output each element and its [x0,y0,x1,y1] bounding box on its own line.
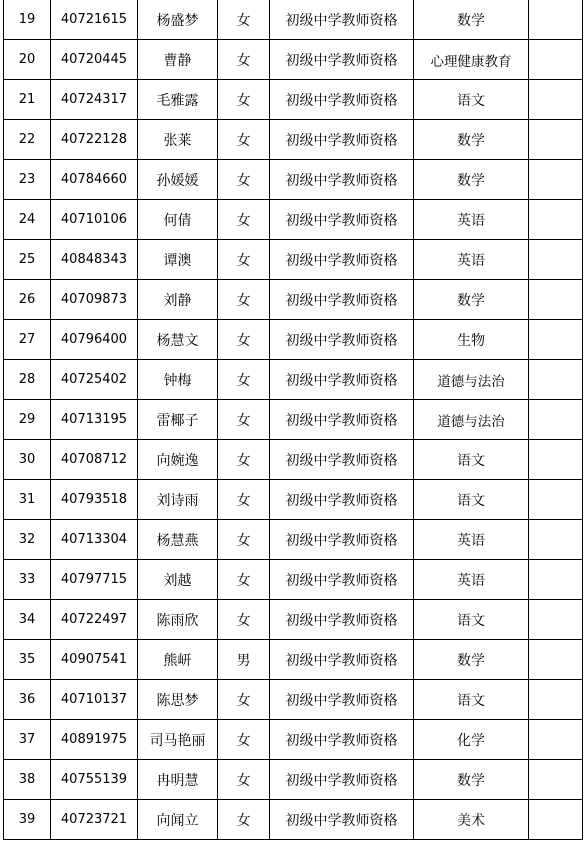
candidate-id: 40907541 [51,640,138,680]
subject: 语文 [414,600,529,640]
qualification-type: 初级中学教师资格 [270,480,414,520]
candidate-id: 40724317 [51,80,138,120]
qualification-type: 初级中学教师资格 [270,120,414,160]
table-row [4,200,583,240]
candidate-gender: 女 [218,680,270,720]
subject: 美术 [414,800,529,840]
table-row [4,800,583,840]
table-row [4,280,583,320]
table-row [4,120,583,160]
candidate-gender: 女 [218,800,270,840]
subject: 数学 [414,760,529,800]
remarks [529,280,583,320]
candidate-name: 杨慧燕 [138,520,218,560]
candidate-name: 司马艳丽 [138,720,218,760]
candidate-id: 40793518 [51,480,138,520]
subject: 英语 [414,200,529,240]
candidate-gender: 女 [218,280,270,320]
qualification-type: 初级中学教师资格 [270,360,414,400]
candidate-gender: 女 [218,120,270,160]
candidate-gender: 女 [218,440,270,480]
remarks [529,120,583,160]
candidate-name: 冉明慧 [138,760,218,800]
qualification-type: 初级中学教师资格 [270,280,414,320]
qualification-type: 初级中学教师资格 [270,560,414,600]
subject: 数学 [414,160,529,200]
remarks [529,560,583,600]
row-number: 23 [4,160,51,200]
candidate-gender: 女 [218,240,270,280]
table-row [4,160,583,200]
subject: 道德与法治 [414,360,529,400]
subject: 数学 [414,0,529,40]
qualification-type: 初级中学教师资格 [270,600,414,640]
candidate-id: 40797715 [51,560,138,600]
row-number: 32 [4,520,51,560]
candidate-id: 40708712 [51,440,138,480]
qualification-type: 初级中学教师资格 [270,40,414,80]
subject: 数学 [414,640,529,680]
qualification-type: 初级中学教师资格 [270,680,414,720]
candidate-name: 曹静 [138,40,218,80]
remarks [529,640,583,680]
candidate-id: 40891975 [51,720,138,760]
remarks [529,80,583,120]
remarks [529,680,583,720]
roster-table [3,0,583,840]
subject: 化学 [414,720,529,760]
roster-table-body [4,0,583,840]
candidate-id: 40721615 [51,0,138,40]
candidate-id: 40725402 [51,360,138,400]
remarks [529,360,583,400]
candidate-name: 陈思梦 [138,680,218,720]
subject: 英语 [414,560,529,600]
table-row [4,760,583,800]
candidate-name: 刘诗雨 [138,480,218,520]
candidate-gender: 女 [218,480,270,520]
qualification-type: 初级中学教师资格 [270,760,414,800]
row-number: 24 [4,200,51,240]
candidate-gender: 女 [218,200,270,240]
qualification-type: 初级中学教师资格 [270,520,414,560]
row-number: 21 [4,80,51,120]
candidate-gender: 男 [218,640,270,680]
subject: 数学 [414,280,529,320]
table-row [4,480,583,520]
row-number: 28 [4,360,51,400]
subject: 数学 [414,120,529,160]
candidate-name: 杨慧文 [138,320,218,360]
qualification-type: 初级中学教师资格 [270,720,414,760]
row-number: 29 [4,400,51,440]
row-number: 30 [4,440,51,480]
qualification-type: 初级中学教师资格 [270,160,414,200]
candidate-name: 向闻立 [138,800,218,840]
remarks [529,600,583,640]
subject: 语文 [414,80,529,120]
remarks [529,440,583,480]
row-number: 35 [4,640,51,680]
candidate-name: 刘越 [138,560,218,600]
candidate-gender: 女 [218,40,270,80]
qualification-type: 初级中学教师资格 [270,240,414,280]
subject: 英语 [414,240,529,280]
candidate-name: 毛雅露 [138,80,218,120]
candidate-id: 40722497 [51,600,138,640]
remarks [529,40,583,80]
candidate-name: 孙媛媛 [138,160,218,200]
qualification-type: 初级中学教师资格 [270,320,414,360]
subject: 道德与法治 [414,400,529,440]
candidate-name: 陈雨欣 [138,600,218,640]
qualification-type: 初级中学教师资格 [270,400,414,440]
candidate-gender: 女 [218,600,270,640]
table-row [4,720,583,760]
qualification-type: 初级中学教师资格 [270,0,414,40]
remarks [529,160,583,200]
candidate-id: 40755139 [51,760,138,800]
candidate-name: 刘静 [138,280,218,320]
row-number: 33 [4,560,51,600]
candidate-name: 熊岍 [138,640,218,680]
subject: 语文 [414,480,529,520]
table-row [4,80,583,120]
qualification-type: 初级中学教师资格 [270,200,414,240]
candidate-id: 40784660 [51,160,138,200]
table-row [4,360,583,400]
candidate-id: 40713304 [51,520,138,560]
subject: 语文 [414,440,529,480]
candidate-name: 谭澳 [138,240,218,280]
remarks [529,0,583,40]
qualification-type: 初级中学教师资格 [270,800,414,840]
remarks [529,520,583,560]
remarks [529,720,583,760]
candidate-id: 40710106 [51,200,138,240]
row-number: 22 [4,120,51,160]
remarks [529,400,583,440]
subject: 语文 [414,680,529,720]
candidate-name: 杨盛梦 [138,0,218,40]
qualification-type: 初级中学教师资格 [270,80,414,120]
candidate-gender: 女 [218,720,270,760]
candidate-id: 40796400 [51,320,138,360]
candidate-id: 40713195 [51,400,138,440]
candidate-gender: 女 [218,520,270,560]
candidate-id: 40720445 [51,40,138,80]
candidate-gender: 女 [218,160,270,200]
candidate-name: 雷椰子 [138,400,218,440]
row-number: 25 [4,240,51,280]
candidate-id: 40709873 [51,280,138,320]
candidate-gender: 女 [218,80,270,120]
row-number: 31 [4,480,51,520]
candidate-name: 向婉逸 [138,440,218,480]
table-row [4,520,583,560]
candidate-id: 40722128 [51,120,138,160]
table-row [4,600,583,640]
candidate-gender: 女 [218,320,270,360]
candidate-gender: 女 [218,760,270,800]
table-row [4,440,583,480]
table-row [4,0,583,40]
candidate-gender: 女 [218,400,270,440]
candidate-gender: 女 [218,360,270,400]
table-row [4,320,583,360]
subject: 心理健康教育 [414,40,529,80]
row-number: 19 [4,0,51,40]
row-number: 27 [4,320,51,360]
remarks [529,480,583,520]
row-number: 38 [4,760,51,800]
remarks [529,760,583,800]
candidate-gender: 女 [218,0,270,40]
table-row [4,240,583,280]
row-number: 26 [4,280,51,320]
subject: 生物 [414,320,529,360]
candidate-id: 40723721 [51,800,138,840]
candidate-id: 40848343 [51,240,138,280]
candidate-name: 张莱 [138,120,218,160]
table-row [4,400,583,440]
candidate-name: 钟梅 [138,360,218,400]
table-row [4,40,583,80]
remarks [529,800,583,840]
qualification-type: 初级中学教师资格 [270,440,414,480]
row-number: 20 [4,40,51,80]
candidate-id: 40710137 [51,680,138,720]
remarks [529,320,583,360]
table-row [4,560,583,600]
table-row [4,640,583,680]
row-number: 36 [4,680,51,720]
remarks [529,240,583,280]
qualification-type: 初级中学教师资格 [270,640,414,680]
row-number: 39 [4,800,51,840]
remarks [529,200,583,240]
candidate-gender: 女 [218,560,270,600]
candidate-name: 何倩 [138,200,218,240]
table-row [4,680,583,720]
row-number: 37 [4,720,51,760]
row-number: 34 [4,600,51,640]
subject: 英语 [414,520,529,560]
